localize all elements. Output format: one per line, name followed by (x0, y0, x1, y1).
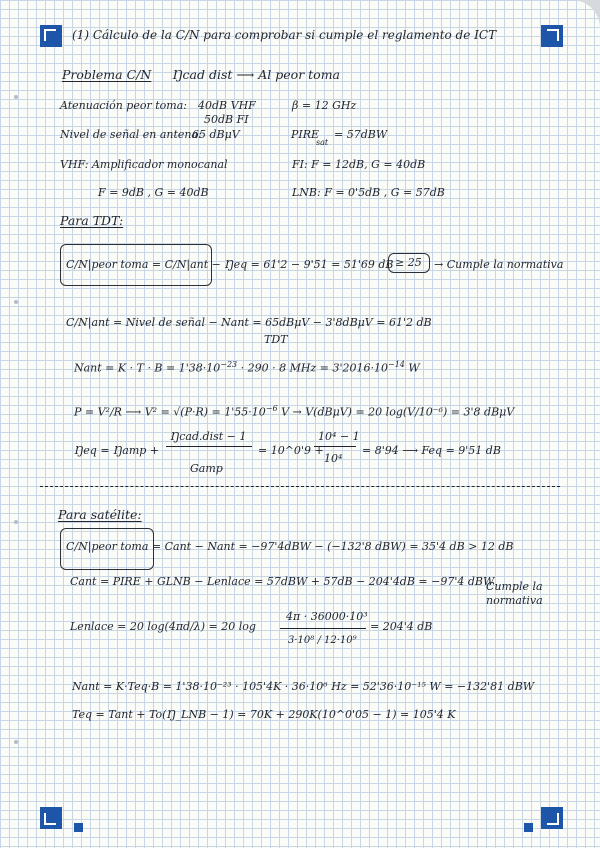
tdt-eq-mid: = 10^0'9 + (258, 444, 324, 457)
problem-chain: Ŋcad dist ⟶ Al peor toma (172, 67, 340, 82)
tdt-frac2-den: 10⁴ (324, 452, 343, 465)
tdt-frac1-den: Gamp (190, 462, 223, 475)
tdt-eq-noise-figure-left: Ŋeq = Ŋamp + (74, 444, 160, 457)
attenuation-label: Atenuación peor toma: (60, 99, 187, 112)
tdt-eq-voltage: P = V²/R ⟶ $V^2 = √(P\cdot R) = 1'55\cdot 10^{-6}$ V → V(dBμV) = 20 log(V/10⁻⁶) = 3'8 dBμV (74, 404, 515, 419)
signal-level-value: 65 dBμV (192, 128, 240, 141)
lnb-label: LNB: F = 0'5dB , G = 57dB (292, 186, 445, 199)
punch-hole (14, 300, 18, 304)
vhf-values: F = 9dB , G = 40dB (98, 186, 209, 199)
fi-label: FI: F = 12dB, G = 40dB (292, 158, 426, 171)
problem-label: Problema C/N (62, 67, 152, 82)
sat-eq-path-loss: Lenlace = 20 log(4πd/λ) = 20 log (70, 620, 256, 633)
sat-heading: Para satélite: (58, 507, 142, 522)
sat-eq-cn: C/N|peor toma = Cant − Nant = −97'4dBW − (−132'8 dBW) = 35'4 dB > 12 dB (66, 540, 514, 553)
sat-frac-num: 4π · 36000·10³ (286, 610, 368, 623)
sat-eq-carrier: Cant = PIRE + GLNB − Lenlace = 57dBW + 57dB − 204'4dB = −97'4 dBW (70, 575, 495, 588)
corner-marker-icon (541, 25, 563, 47)
sat-frac-den: 3·10⁸ / 12·10⁹ (288, 635, 357, 646)
corner-marker-icon (541, 807, 563, 829)
punch-hole (14, 520, 18, 524)
punch-hole (14, 740, 18, 744)
frequency: β = 12 GHz (292, 99, 357, 112)
tdt-heading: Para TDT: (60, 213, 124, 228)
tdt-result: → Cumple la normativa (434, 258, 564, 271)
threshold-value: ≥ 25 (395, 256, 422, 269)
corner-marker-icon (40, 25, 62, 47)
fraction-bar (314, 446, 356, 447)
tdt-frac2-num: 10⁴ − 1 (318, 430, 360, 443)
signal-level-label: Nivel de señal en antena: (60, 128, 202, 141)
tdt-eq-cn-ant: C/N|ant = Nivel de señal − Nant = 65dBμV − 3'8dBμV = 61'2 dB (66, 316, 432, 329)
page-title: (1) Cálculo de la C/N para comprobar si cumple el reglamento de ICT (72, 28, 497, 42)
tdt-eq-result: = 8'94 ⟶ Feq = 9'51 dB (362, 444, 501, 457)
pire-subscript: sat (316, 138, 329, 147)
attenuation-fi: 50dB FI (204, 113, 249, 126)
sat-eq-path-loss-result: = 204'4 dB (370, 620, 433, 633)
pire-label: PIRE (291, 128, 320, 141)
sat-eq-noise: Nant = K·Teq·B = 1'38·10⁻²³ · 105'4K · 36·10⁶ Hz = 52'36·10⁻¹⁵ W = −132'81 dBW (72, 680, 535, 693)
pire-value: = 57dBW (334, 128, 388, 141)
section-divider (40, 486, 560, 487)
square-marker-icon (74, 823, 83, 832)
corner-marker-icon (40, 807, 62, 829)
vhf-label: VHF: Amplificador monocanal (60, 158, 228, 171)
tdt-frac1-num: Ŋcad.dist − 1 (170, 430, 247, 443)
fraction-bar (166, 446, 252, 447)
sat-eq-temperature: Teq = Tant + To(Ŋ_LNB − 1) = 70K + 290K(10^0'05 − 1) = 105'4 K (72, 708, 456, 721)
tdt-eq-cn-peor-toma: C/N|peor toma = C/N|ant − Ŋeq = 61'2 − 9'51 = 51'69 dB (66, 258, 394, 271)
square-marker-icon (524, 823, 533, 832)
tdt-eq-noise: Nant = $K \cdot T \cdot B = 1'38\cdot 10^{-23} \cdot 290 \cdot 8$ MHz = $3'2016\cdot 10^{-14}$ W (74, 360, 420, 375)
sat-note: Cumple la normativa (486, 580, 543, 607)
fraction-bar (280, 628, 366, 629)
attenuation-vhf: 40dB VHF (198, 99, 256, 112)
punch-hole (14, 95, 18, 99)
tdt-under-label: TDT (264, 333, 288, 346)
